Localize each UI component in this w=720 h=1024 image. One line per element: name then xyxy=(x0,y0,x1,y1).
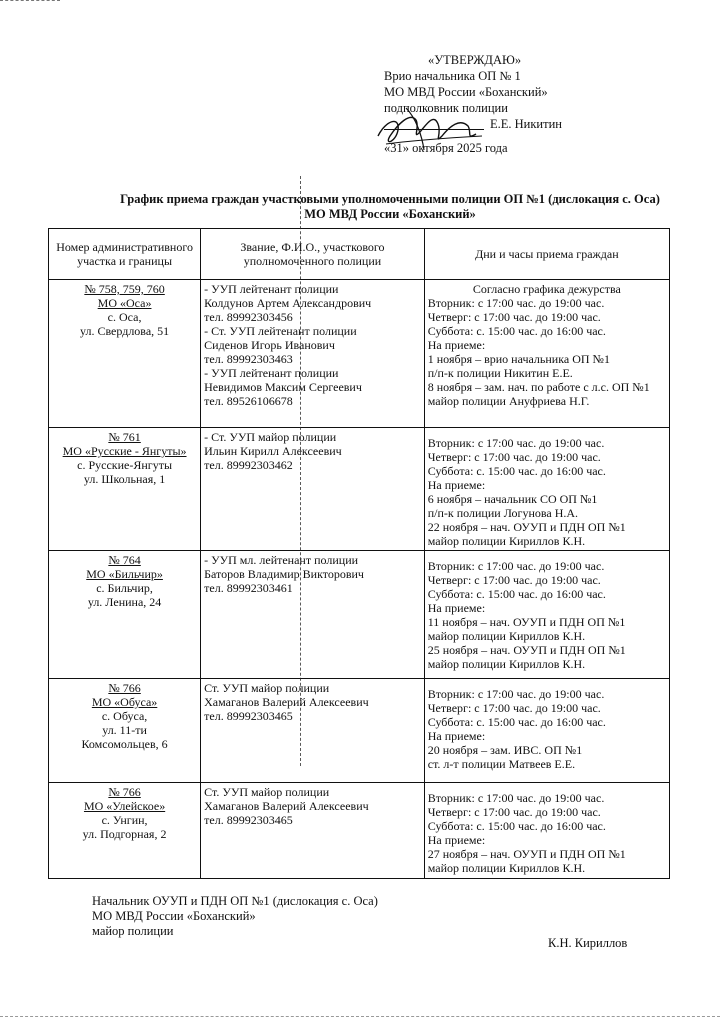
schedule-line: Суббота: с. 15:00 час. до 16:00 час. xyxy=(427,587,606,601)
schedule-line: Вторник: с 17:00 час. до 19:00 час. xyxy=(427,791,605,805)
district-name: МО «Бильчир» xyxy=(86,567,163,581)
schedule-line: Вторник: с 17:00 час. до 19:00 час. xyxy=(427,559,605,573)
approval-date: «31» октября 2025 года xyxy=(384,141,508,155)
district-number: № 761 xyxy=(108,430,141,444)
footer-block xyxy=(92,894,652,939)
schedule-table xyxy=(48,228,670,879)
table-row xyxy=(49,783,670,879)
officer-line: Ст. УУП майор полиции xyxy=(204,785,330,799)
scan-edge-mark xyxy=(0,0,60,3)
officer-line: тел. 89992303462 xyxy=(204,458,293,472)
officer-line: Хамаганов Валерий Алексеевич xyxy=(204,695,369,709)
officer-cell xyxy=(201,551,425,679)
district-address: Комсомольцев, 6 xyxy=(81,737,168,751)
schedule-line: майор полиции Ануфриева Н.Г. xyxy=(427,394,590,408)
district-cell xyxy=(49,428,201,551)
district-address: ул. Школьная, 1 xyxy=(83,472,166,486)
district-number: № 766 xyxy=(108,785,141,799)
district-name: МО «Улейское» xyxy=(83,799,166,813)
district-name: МО «Оса» xyxy=(97,296,152,310)
scan-bottom-edge xyxy=(0,1016,720,1021)
approval-rank: подполковник полиции xyxy=(384,101,508,115)
officer-line: тел. 89992303463 xyxy=(204,352,293,366)
district-address: ул. Ленина, 24 xyxy=(87,595,162,609)
schedule-cell xyxy=(424,551,669,679)
schedule-cell xyxy=(424,280,669,428)
district-number: № 758, 759, 760 xyxy=(84,282,165,296)
district-cell xyxy=(49,783,201,879)
schedule-line: Четверг: с 17:00 час. до 19:00 час. xyxy=(427,805,601,819)
footer-organization: МО МВД России «Боханский» xyxy=(92,909,256,923)
schedule-cell xyxy=(424,783,669,879)
schedule-line: 25 ноября – нач. ОУУП и ПДН ОП №1 xyxy=(427,643,626,657)
district-name: МО «Обуса» xyxy=(91,695,158,709)
schedule-line: Вторник: с 17:00 час. до 19:00 час. xyxy=(427,436,605,450)
district-address: ул. Подгорная, 2 xyxy=(82,827,167,841)
officer-line: Ст. УУП майор полиции xyxy=(204,681,330,695)
schedule-line: На приеме: xyxy=(427,338,486,352)
schedule-line: Четверг: с 17:00 час. до 19:00 час. xyxy=(427,701,601,715)
schedule-line: На приеме: xyxy=(427,478,486,492)
district-number: № 764 xyxy=(108,553,141,567)
title-line-1: График приема граждан участковыми уполномоченными полиции ОП №1 (дислокация с. Оса) xyxy=(120,192,660,206)
schedule-line: 27 ноября – нач. ОУУП и ПДН ОП №1 xyxy=(427,847,626,861)
district-cell xyxy=(49,551,201,679)
schedule-line: майор полиции Кириллов К.Н. xyxy=(427,657,586,671)
district-cell xyxy=(49,679,201,783)
officer-line: - Ст. УУП лейтенант полиции xyxy=(204,324,357,338)
approval-signer: Е.Е. Никитин xyxy=(490,117,562,131)
schedule-line: Суббота: с. 15:00 час. до 16:00 час. xyxy=(427,715,606,729)
scan-fold-line xyxy=(300,176,305,766)
schedule-line: 1 ноября – врио начальника ОП №1 xyxy=(427,352,610,366)
table-row xyxy=(49,428,670,551)
officer-line: Колдунов Артем Александрович xyxy=(204,296,372,310)
schedule-cell xyxy=(424,679,669,783)
schedule-line: майор полиции Кириллов К.Н. xyxy=(427,629,586,643)
handwritten-signature xyxy=(376,106,486,152)
approval-position: Врио начальника ОП № 1 xyxy=(384,69,521,83)
officer-cell xyxy=(201,280,425,428)
district-address: ул. Свердлова, 51 xyxy=(79,324,170,338)
footer-position: Начальник ОУУП и ПДН ОП №1 (дислокация с. Оса) xyxy=(92,894,378,908)
schedule-line: 8 ноября – зам. нач. по работе с л.с. ОП №1 xyxy=(427,380,650,394)
schedule-line: Суббота: с. 15:00 час. до 16:00 час. xyxy=(427,464,606,478)
officer-cell xyxy=(201,783,425,879)
schedule-line: На приеме: xyxy=(427,833,486,847)
title-line-2: МО МВД России «Боханский» xyxy=(304,207,476,221)
schedule-line: ст. л-т полиции Матвеев Е.Е. xyxy=(427,757,576,771)
schedule-line: Суббота: с. 15:00 час. до 16:00 час. xyxy=(427,324,606,338)
table-header-row xyxy=(49,229,670,280)
schedule-note: Согласно графика дежурства xyxy=(472,282,621,296)
officer-cell xyxy=(201,428,425,551)
schedule-line: п/п-к полиции Логунова Н.А. xyxy=(427,506,579,520)
header-officer: Звание, Ф.И.О., участкового уполномоченного полиции xyxy=(201,229,425,280)
header-district: Номер административного участка и границы xyxy=(49,229,201,280)
schedule-line: Вторник: с 17:00 час. до 19:00 час. xyxy=(427,296,605,310)
district-cell xyxy=(49,280,201,428)
schedule-line: 11 ноября – нач. ОУУП и ПДН ОП №1 xyxy=(427,615,626,629)
schedule-line: майор полиции Кириллов К.Н. xyxy=(427,534,586,548)
officer-line: тел. 89992303465 xyxy=(204,709,293,723)
table-row xyxy=(49,679,670,783)
district-address: с. Оса, xyxy=(107,310,142,324)
officer-line: - УУП лейтенант полиции xyxy=(204,366,339,380)
schedule-line: Четверг: с 17:00 час. до 19:00 час. xyxy=(427,450,601,464)
officer-line: - УУП лейтенант полиции xyxy=(204,282,339,296)
schedule-line: На приеме: xyxy=(427,601,486,615)
schedule-line: п/п-к полиции Никитин Е.Е. xyxy=(427,366,573,380)
document-title xyxy=(100,192,680,222)
schedule-line: Четверг: с 17:00 час. до 19:00 час. xyxy=(427,310,601,324)
district-address: ул. 11-ти xyxy=(102,723,147,737)
schedule-cell xyxy=(424,428,669,551)
district-number: № 766 xyxy=(108,681,141,695)
schedule-line: 6 ноября – начальник СО ОП №1 xyxy=(427,492,598,506)
officer-line: тел. 89992303461 xyxy=(204,581,293,595)
table-row xyxy=(49,280,670,428)
footer-rank: майор полиции xyxy=(92,924,174,938)
district-address: с. Унгин, xyxy=(101,813,148,827)
district-address: с. Обуса, xyxy=(101,709,148,723)
header-schedule: Дни и часы приема граждан xyxy=(424,229,669,280)
officer-line: Сиденов Игорь Иванович xyxy=(204,338,335,352)
officer-line: тел. 89526106678 xyxy=(204,394,293,408)
approval-organization: МО МВД России «Боханский» xyxy=(384,85,548,99)
schedule-line: 22 ноября – нач. ОУУП и ПДН ОП №1 xyxy=(427,520,626,534)
officer-line: Невидимов Максим Сергеевич xyxy=(204,380,362,394)
officer-line: Баторов Владимир Викторович xyxy=(204,567,364,581)
officer-line: Хамаганов Валерий Алексеевич xyxy=(204,799,369,813)
officer-cell xyxy=(201,679,425,783)
officer-line: - УУП мл. лейтенант полиции xyxy=(204,553,359,567)
schedule-line: Четверг: с 17:00 час. до 19:00 час. xyxy=(427,573,601,587)
officer-line: тел. 89992303465 xyxy=(204,813,293,827)
district-address: с. Бильчир, xyxy=(96,581,153,595)
table-row xyxy=(49,551,670,679)
officer-line: тел. 89992303456 xyxy=(204,310,293,324)
schedule-line: Суббота: с. 15:00 час. до 16:00 час. xyxy=(427,819,606,833)
district-address: с. Русские-Янгуты xyxy=(77,458,173,472)
officer-line: Ильин Кирилл Алексеевич xyxy=(204,444,342,458)
schedule-line: 20 ноября – зам. ИВС. ОП №1 xyxy=(427,743,583,757)
schedule-line: На приеме: xyxy=(427,729,486,743)
schedule-line: Вторник: с 17:00 час. до 19:00 час. xyxy=(427,687,605,701)
officer-line: - Ст. УУП майор полиции xyxy=(204,430,337,444)
footer-signer: К.Н. Кириллов xyxy=(548,936,628,950)
approval-heading: «УТВЕРЖДАЮ» xyxy=(428,53,522,67)
district-name: МО «Русские - Янгуты» xyxy=(62,444,187,458)
schedule-line: майор полиции Кириллов К.Н. xyxy=(427,861,586,875)
